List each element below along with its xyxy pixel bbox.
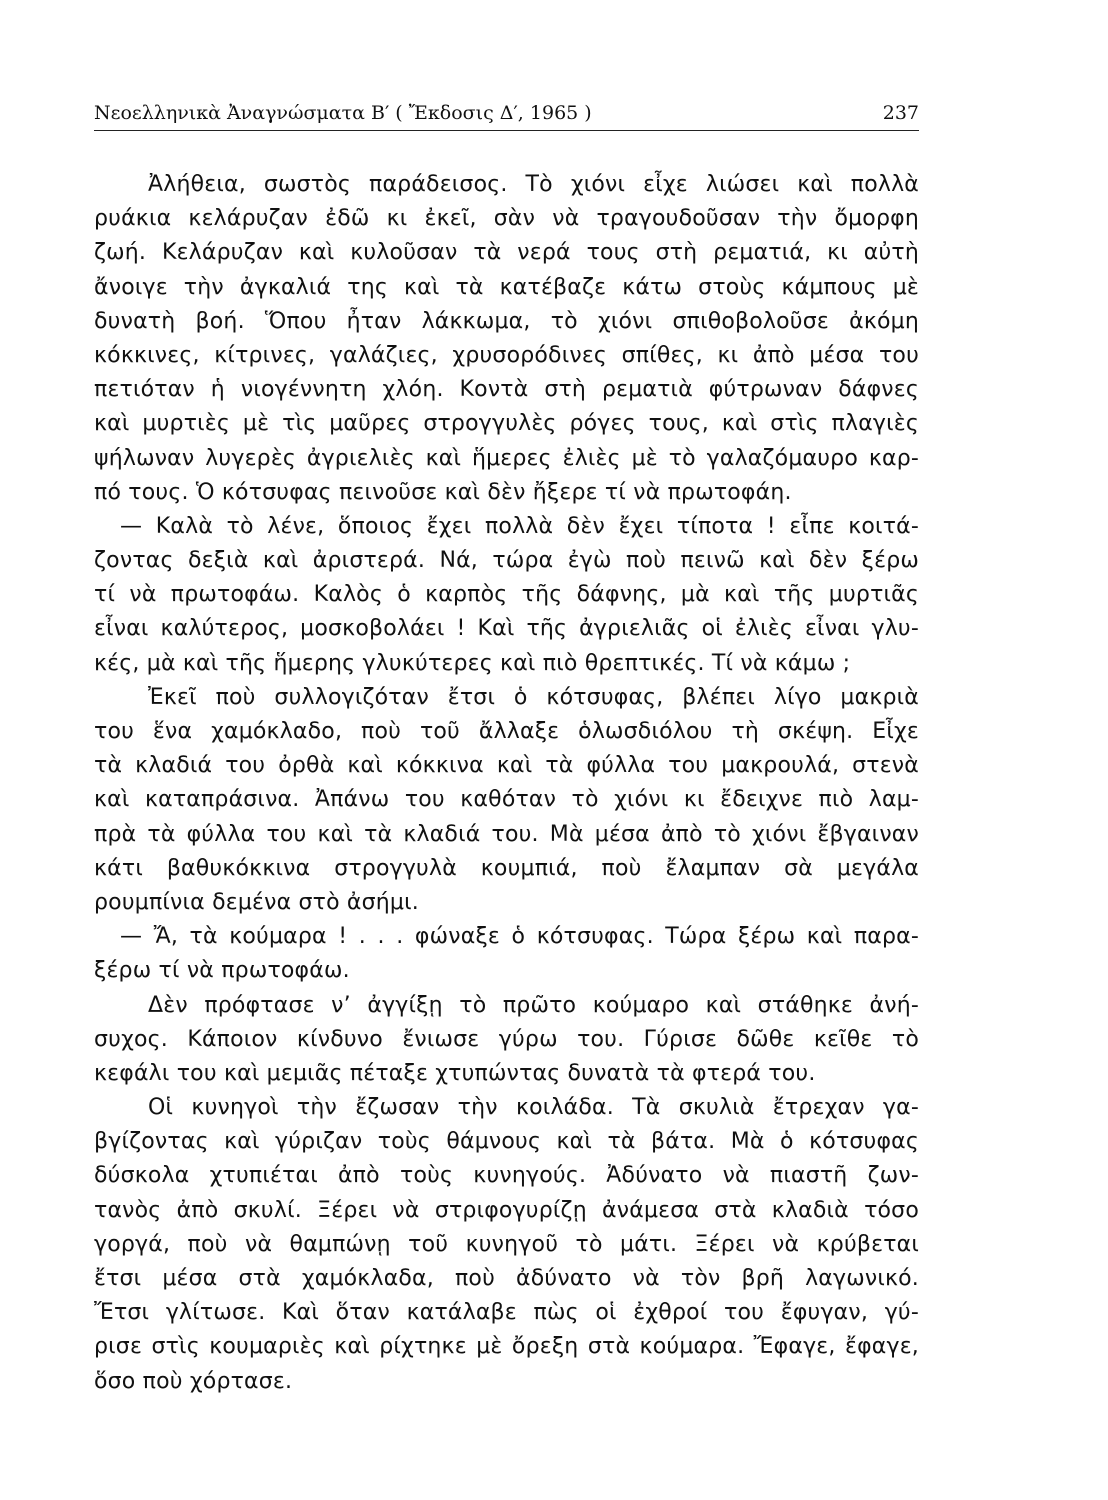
text-line: καὶ καταπράσινα. Ἀπάνω του καθόταν τὸ χιόνι κι ἔδειχνε πιὸ λαμ-	[94, 787, 919, 813]
text-line: κόκκινες, κίτρινες, γαλάζιες, χρυσορόδινες σπίθες, κι ἀπὸ μέσα του	[94, 342, 919, 368]
text-line: Δὲν πρόφτασε ν’ ἀγγίξῃ τὸ πρῶτο κούμαρο καὶ στάθηκε ἀνή-	[148, 992, 919, 1018]
text-line: κάτι βαθυκόκκινα στρογγυλὰ κουμπιά, ποὺ ἔλαμπαν σὰ μεγάλα	[94, 855, 919, 881]
text-line: καὶ μυρτιὲς μὲ τὶς μαῦρες στρογγυλὲς ρόγες τους, καὶ στὶς πλαγιὲς	[94, 411, 919, 437]
text-line: ὅσο ποὺ χόρτασε.	[94, 1368, 293, 1394]
text-line: Ἔτσι γλίτωσε. Καὶ ὅταν κατάλαβε πὼς οἱ ἐχθροί του ἔφυγαν, γύ-	[94, 1300, 919, 1326]
body-text	[94, 168, 919, 1399]
text-line: δύσκολα χτυπιέται ἀπὸ τοὺς κυνηγούς. Ἀδύνατο νὰ πιαστῆ ζων-	[94, 1163, 919, 1189]
text-line: ψήλωναν λυγερὲς ἀγριελιὲς καὶ ἥμερες ἐλιὲς μὲ τὸ γαλαζόμαυρο καρ-	[94, 445, 919, 471]
text-line: δυνατὴ βοή. Ὅπου ἦταν λάκκωμα, τὸ χιόνι σπιθοβολοῦσε ἀκόμη	[94, 308, 919, 334]
text-line: πρὰ τὰ φύλλα του καὶ τὰ κλαδιά του. Μὰ μέσα ἀπὸ τὸ χιόνι ἔβγαιναν	[94, 821, 919, 847]
book-title: Νεοελληνικὰ Ἀναγνώσματα Β′ ( Ἔκδοσις Δ′, 1965 )	[94, 102, 592, 124]
text-line: ζοντας δεξιὰ καὶ ἀριστερά. Νά, τώρα ἐγὼ ποὺ πεινῶ καὶ δὲν ξέρω	[94, 548, 919, 574]
text-line: κές, μὰ καὶ τῆς ἥμερης γλυκύτερες καὶ πιὸ θρεπτικές. Τί νὰ κάμω ;	[94, 650, 851, 676]
text-line: τί νὰ πρωτοφάω. Καλὸς ὁ καρπὸς τῆς δάφνης, μὰ καὶ τῆς μυρτιᾶς	[94, 582, 919, 608]
text-line: Οἱ κυνηγοὶ τὴν ἔζωσαν τὴν κοιλάδα. Τὰ σκυλιὰ ἔτρεχαν γα-	[148, 1095, 919, 1121]
header-rule	[94, 130, 919, 131]
text-line: ξέρω τί νὰ πρωτοφάω.	[94, 958, 350, 984]
text-line: ἄνοιγε τὴν ἀγκαλιά της καὶ τὰ κατέβαζε κάτω στοὺς κάμπους μὲ	[94, 274, 919, 300]
text-line: πετιόταν ἡ νιογέννητη χλόη. Κοντὰ στὴ ρεματιὰ φύτρωναν δάφνες	[94, 377, 919, 403]
text-line: — Καλὰ τὸ λένε, ὅποιος ἔχει πολλὰ δὲν ἔχει τίποτα ! εἶπε κοιτά-	[120, 513, 919, 539]
text-line: γοργά, ποὺ νὰ θαμπώνῃ τοῦ κυνηγοῦ τὸ μάτι. Ξέρει νὰ κρύβεται	[94, 1231, 919, 1257]
text-line: ρισε στὶς κουμαριὲς καὶ ρίχτηκε μὲ ὄρεξη στὰ κούμαρα. Ἔφαγε, ἔφαγε,	[94, 1334, 919, 1360]
text-line: κεφάλι του καὶ μεμιᾶς πέταξε χτυπώντας δυνατὰ τὰ φτερά του.	[94, 1060, 816, 1086]
text-line: του ἕνα χαμόκλαδο, ποὺ τοῦ ἄλλαξε ὁλωσδιόλου τὴ σκέψη. Εἶχε	[94, 719, 919, 744]
text-line: συχος. Κάποιον κίνδυνο ἔνιωσε γύρω του. Γύρισε δῶθε κεῖθε τὸ	[94, 1026, 919, 1052]
text-line: Ἀλήθεια, σωστὸς παράδεισος. Τὸ χιόνι εἶχε λιώσει καὶ πολλὰ	[148, 172, 919, 197]
page-number: 237	[882, 102, 919, 124]
text-line: τὰ κλαδιά του ὀρθὰ καὶ κόκκινα καὶ τὰ φύλλα του μακρουλά, στενὰ	[94, 753, 919, 779]
text-line: ρυάκια κελάρυζαν ἐδῶ κι ἐκεῖ, σὰν νὰ τραγουδοῦσαν τὴν ὄμορφη	[94, 206, 919, 232]
text-line: εἶναι καλύτερος, μοσκοβολάει ! Καὶ τῆς ἀγριελιᾶς οἱ ἐλιὲς εἶναι γλυ-	[94, 616, 919, 642]
running-header	[94, 98, 919, 128]
text-line: βγίζοντας καὶ γύριζαν τοὺς θάμνους καὶ τὰ βάτα. Μὰ ὁ κότσυφας	[94, 1129, 919, 1155]
text-line: ἔτσι μέσα στὰ χαμόκλαδα, ποὺ ἀδύνατο νὰ τὸν βρῆ λαγωνικό.	[94, 1266, 919, 1291]
text-line: Ἐκεῖ ποὺ συλλογιζόταν ἔτσι ὁ κότσυφας, βλέπει λίγο μακριὰ	[148, 684, 919, 710]
text-line: — Ἄ, τὰ κούμαρα ! . . . φώναξε ὁ κότσυφας. Τώρα ξέρω καὶ παρα-	[120, 924, 919, 950]
text-line: ρουμπίνια δεμένα στὸ ἀσήμι.	[94, 889, 419, 915]
text-line: τανὸς ἀπὸ σκυλί. Ξέρει νὰ στριφογυρίζῃ ἀνάμεσα στὰ κλαδιὰ τόσο	[94, 1197, 919, 1223]
text-line: ζωή. Κελάρυζαν καὶ κυλοῦσαν τὰ νερά τους στὴ ρεματιά, κι αὐτὴ	[94, 240, 919, 266]
text-line: πό τους. Ὁ κότσυφας πεινοῦσε καὶ δὲν ἤξερε τί νὰ πρωτοφάη.	[94, 479, 792, 505]
